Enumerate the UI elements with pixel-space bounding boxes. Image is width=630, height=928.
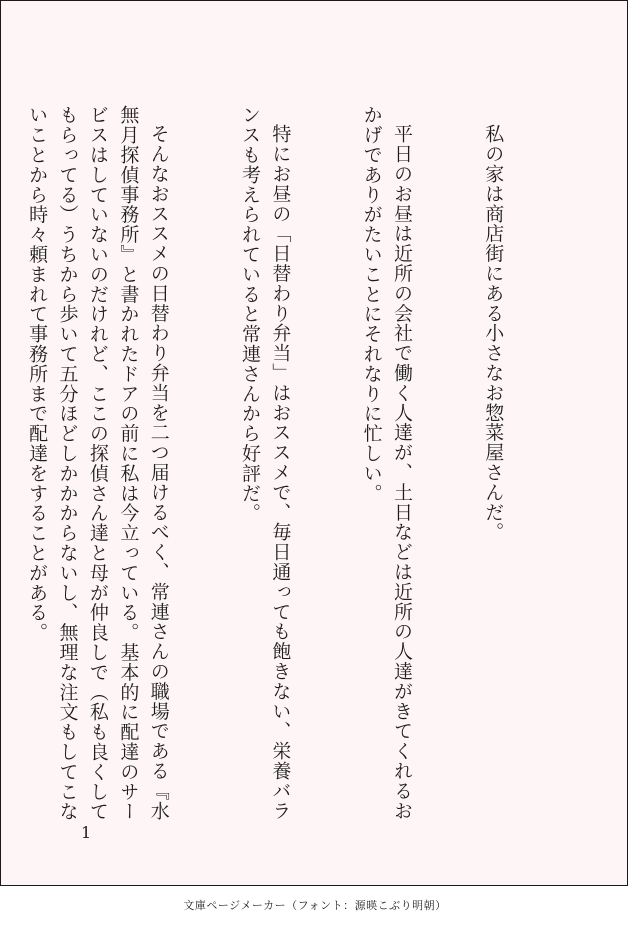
paragraph: そんなおススメの日替わり弁当を二つ届けるべく、常連さんの職場である『水無月探偵事務所』と書かれたドアの前に私は今立っている。基本的に配達のサービスはしていないのだけれど、ここの探偵さん達と母が仲良しで（私も良くしてもらってる）うちから歩いて五分ほどしかかからないし、無理な注文もしてこないことから時々頼まれて事務所まで配達をすることがある。	[26, 105, 170, 822]
vertical-text-body	[0, 105, 569, 835]
page-number: 1	[81, 823, 92, 842]
paragraph: 平日のお昼は近所の会社で働く人達が、土日などは近所の人達がきてくれるおかげでありがたいことにそれなりに忙しい。	[360, 105, 413, 821]
footer-credit: 文庫ページメーカー（フォント：源暎こぶり明朝）	[183, 899, 447, 912]
paragraph: 特にお昼の「日替わり弁当」はおススメで、毎日通っても飽きない、栄養バランスも考えられていると常連さんから好評だ。	[238, 105, 292, 821]
paragraph: 私の家は商店街にある小さなお惣菜屋さんだ。	[482, 124, 505, 542]
